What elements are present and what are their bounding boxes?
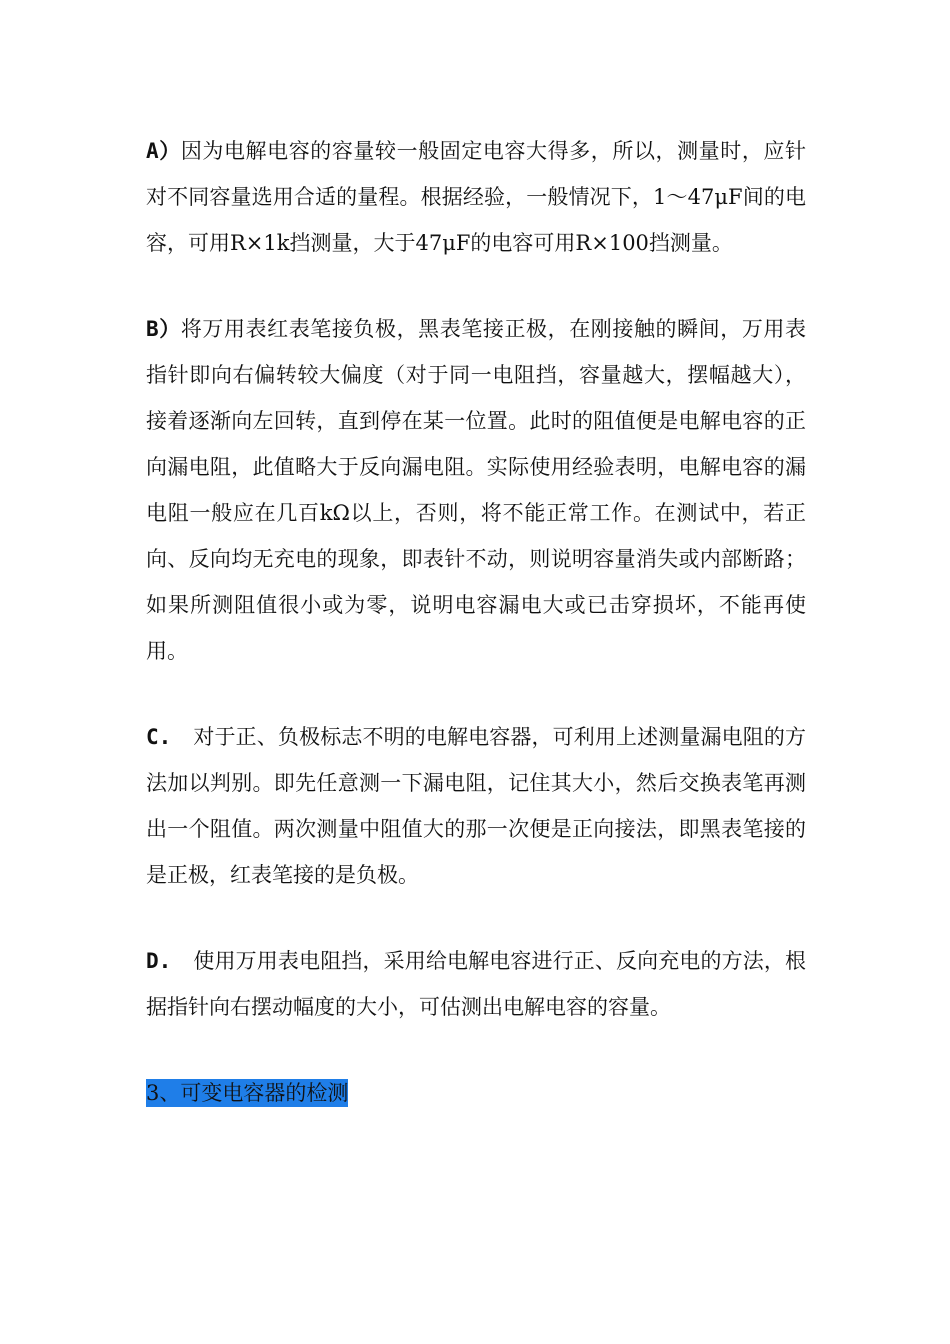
section-heading	[146, 1070, 806, 1116]
paragraph-d	[146, 938, 806, 1030]
paragraph-a-text: 因为电解电容的容量较一般固定电容大得多，所以，测量时，应针对不同容量选用合适的量程。根据经验，一般情况下，1～47μF间的电容，可用R×1k挡测量，大于47μF的电容可用R×100挡测量。	[146, 139, 806, 255]
paragraph-a-lead: A）	[146, 139, 181, 163]
document-body	[146, 128, 806, 1116]
paragraph-b-lead: B）	[146, 317, 181, 341]
paragraph-a	[146, 128, 806, 266]
paragraph-c	[146, 714, 806, 898]
paragraph-d-lead: D.	[146, 949, 172, 973]
paragraph-c-lead: C.	[146, 725, 172, 749]
section-heading-highlight[interactable]: 3、可变电容器的检测	[146, 1081, 349, 1105]
paragraph-b	[146, 306, 806, 674]
paragraph-b-text: 将万用表红表笔接负极，黑表笔接正极，在刚接触的瞬间，万用表指针即向右偏转较大偏度（对于同一电阻挡，容量越大，摆幅越大），接着逐渐向左回转，直到停在某一位置。此时的阻值便是电解电容的正向漏电阻，此值略大于反向漏电阻。实际使用经验表明，电解电容的漏电阻一般应在几百kΩ以上，否则，将不能正常工作。在测试中，若正向、反向均无充电的现象，即表针不动，则说明容量消失或内部断路；如果所测阻值很小或为零，说明电容漏电大或已击穿损坏，不能再使用。	[146, 317, 806, 663]
paragraph-d-text: 使用万用表电阻挡，采用给电解电容进行正、反向充电的方法，根据指针向右摆动幅度的大小，可估测出电解电容的容量。	[146, 949, 806, 1019]
paragraph-c-text: 对于正、负极标志不明的电解电容器，可利用上述测量漏电阻的方法加以判别。即先任意测一下漏电阻，记住其大小，然后交换表笔再测出一个阻值。两次测量中阻值大的那一次便是正向接法，即黑表笔接的是正极，红表笔接的是负极。	[146, 725, 806, 887]
